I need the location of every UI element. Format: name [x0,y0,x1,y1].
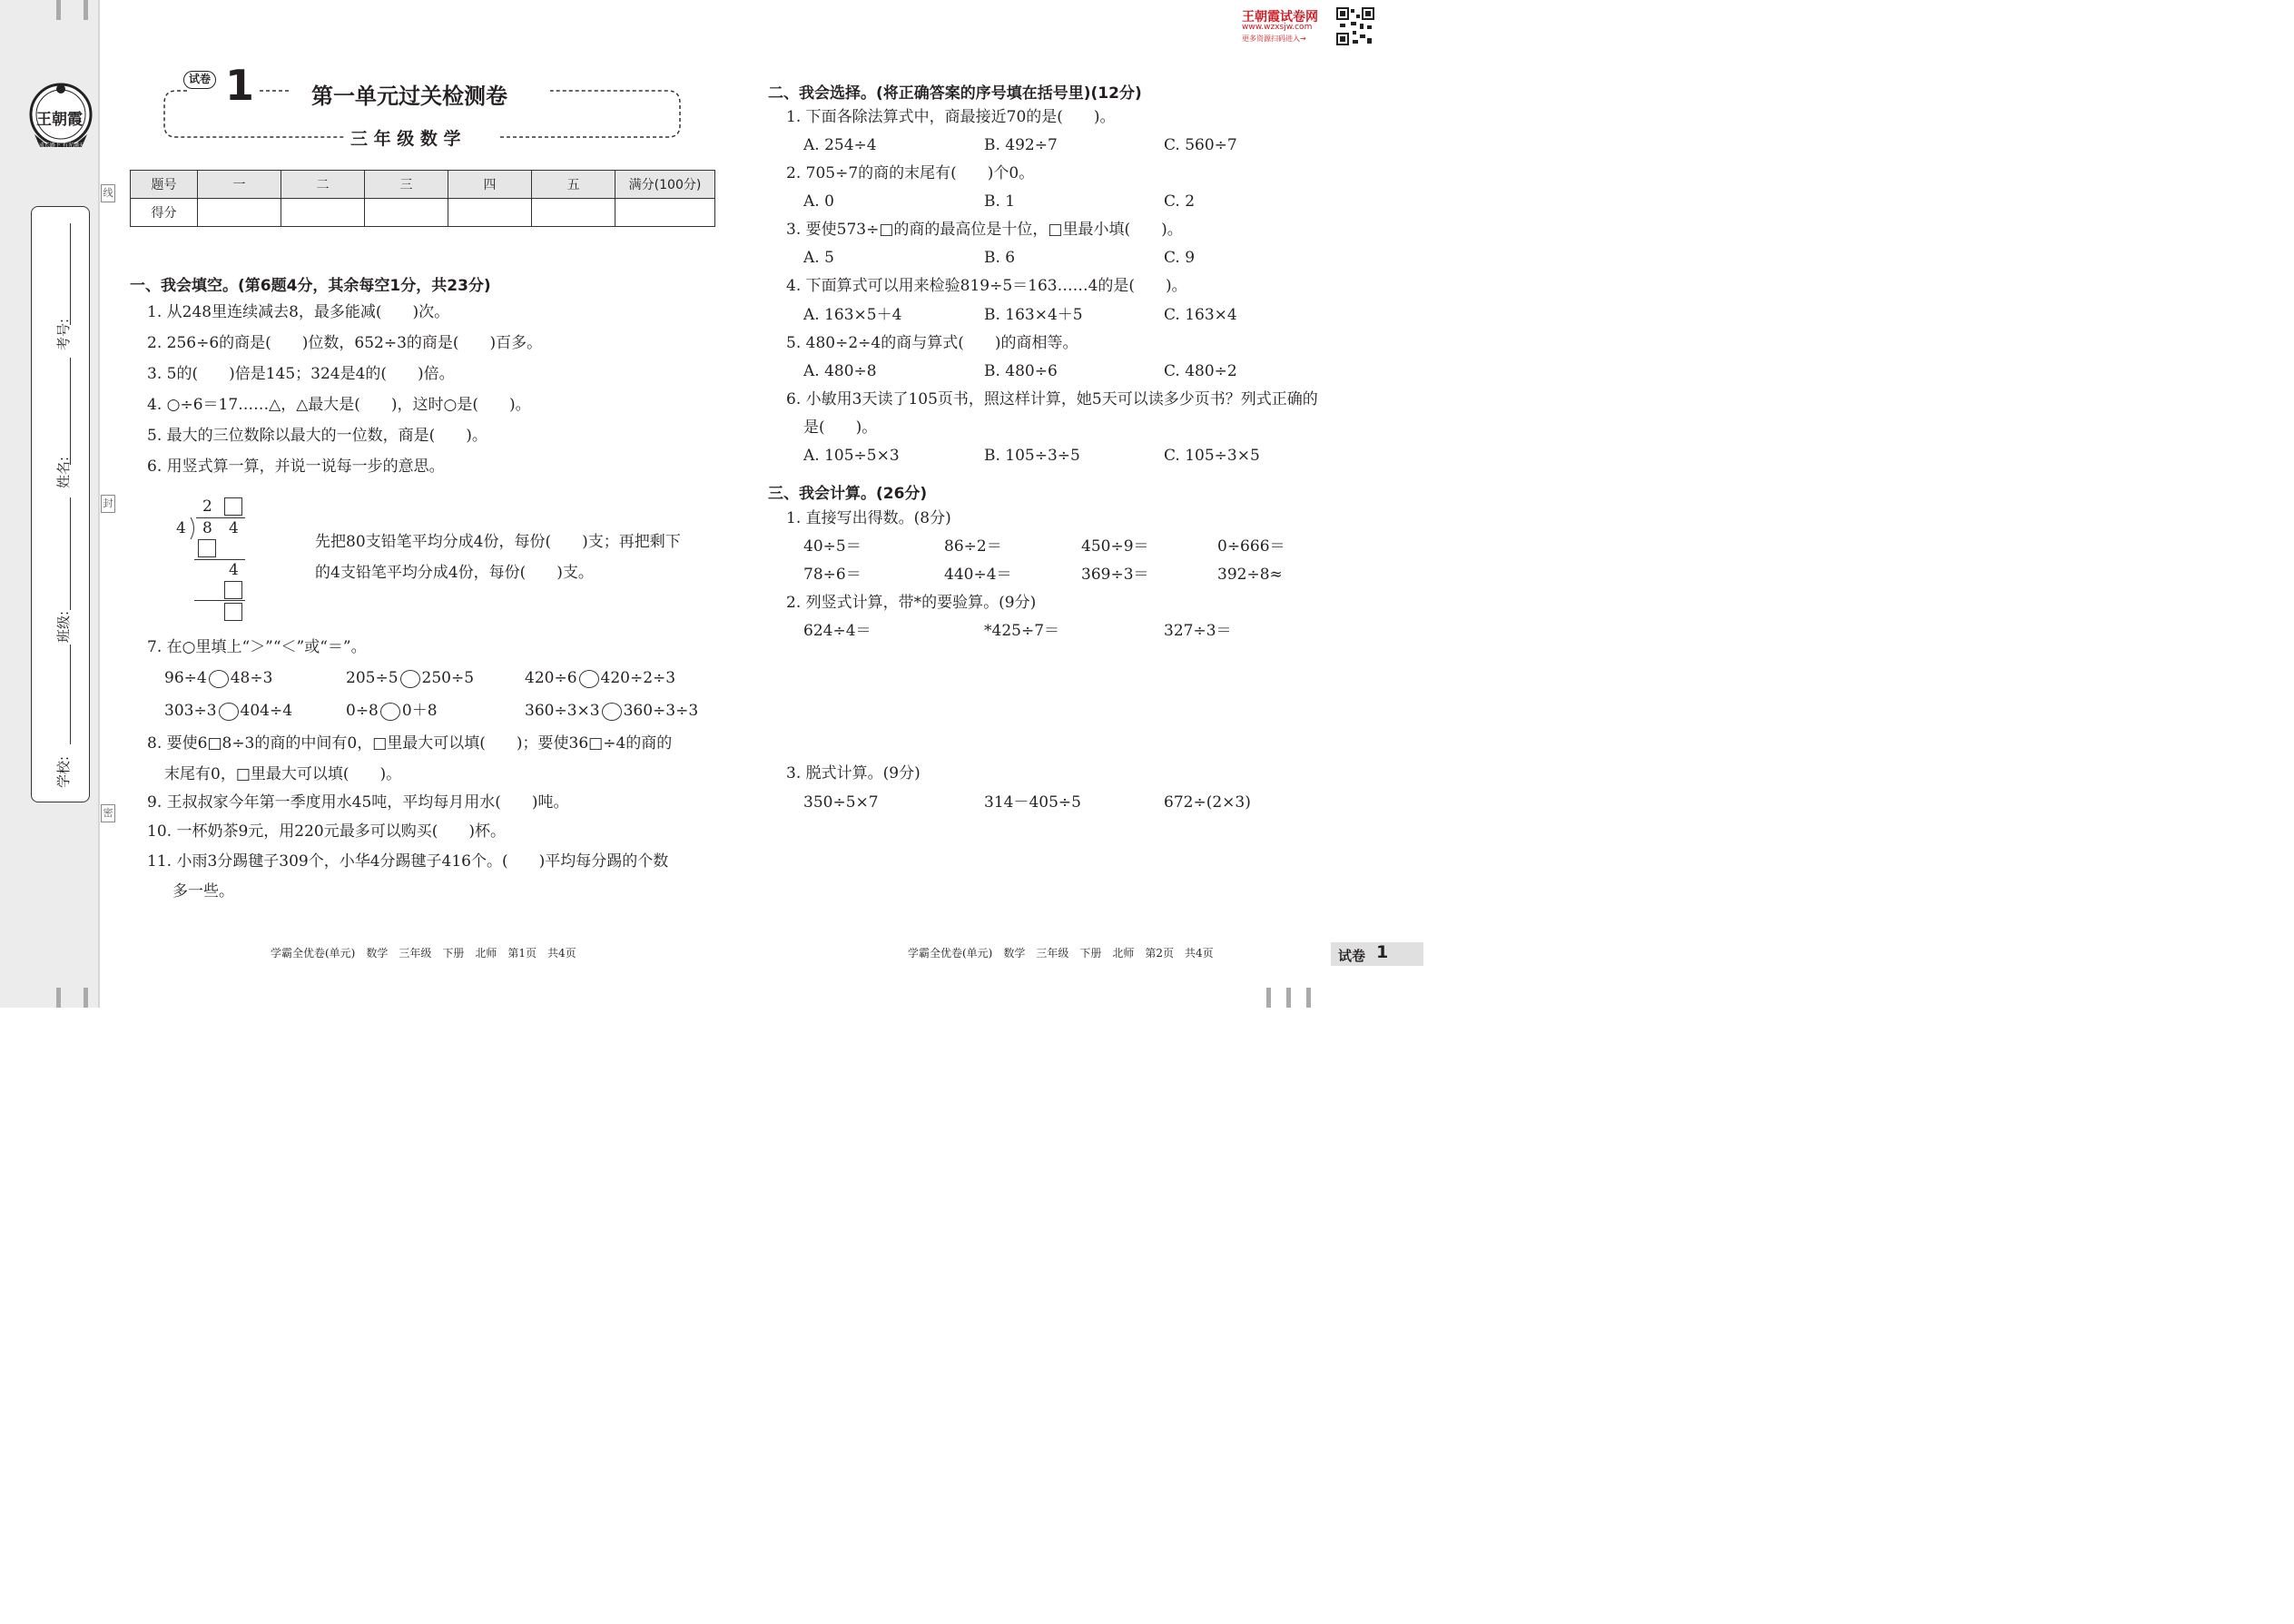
page-title: 第一单元过关检测卷 [311,84,507,109]
compare-item: 360÷3×3 360÷3÷3 [525,702,699,720]
option-b[interactable]: B. 105÷3÷5 [984,447,1080,465]
margin-tick [56,0,61,20]
section-title: 三、我会计算。(26分) [768,485,928,503]
page-tab-label: 试卷 [1338,948,1366,964]
option-a[interactable]: A. 5 [803,249,834,267]
question-text: 2. 705÷7的商的末尾有( )个0。 [786,164,1035,182]
dividend-digit: 8 [202,519,212,537]
division-bar [196,517,245,518]
oral-item: 450÷9＝ [1081,537,1149,556]
answer-box[interactable] [198,539,216,557]
compare-circle[interactable] [209,670,229,688]
class-label: 班级: [55,610,73,644]
division-rule [194,559,245,560]
step-item: 350÷5×7 [803,793,879,812]
oral-item: 78÷6＝ [803,566,861,584]
score-header: 五 [532,171,615,199]
oral-item: 440÷4＝ [944,566,1012,584]
score-cell[interactable] [198,199,281,227]
vertical-item: *425÷7＝ [984,622,1060,640]
question-text: 5. 最大的三位数除以最大的一位数，商是( )。 [147,427,487,445]
paper-badge: 试卷 [183,71,216,89]
oral-item: 40÷5＝ [803,537,861,556]
exam-no-label: 考号: [55,318,73,351]
option-b[interactable]: B. 6 [984,249,1016,267]
option-b[interactable]: B. 1 [984,192,1016,211]
compare-item: 420÷6 420÷2÷3 [525,669,676,687]
question-text: 2. 列竖式计算，带*的要验算。(9分) [786,594,1037,612]
question-text: 1. 直接写出得数。(8分) [786,509,951,527]
section-title: 一、我会填空。(第6题4分，其余每空1分，共23分) [130,277,491,295]
school-label: 学校: [55,755,73,789]
question-text: 6. 用竖式算一算，并说一说每一步的意思。 [147,458,445,476]
compare-circle[interactable] [219,703,239,721]
compare-circle[interactable] [380,703,400,721]
score-header: 一 [198,171,281,199]
option-c[interactable]: C. 2 [1164,192,1196,211]
question-text: 6. 小敏用3天读了105页书，照这样计算，她5天可以读多少页书？列式正确的 [786,390,1318,408]
oral-item: 392÷8≈ [1217,566,1283,584]
score-cell[interactable] [532,199,615,227]
score-cell[interactable] [615,199,715,227]
score-header: 满分(100分) [615,171,715,199]
question-text: 11. 小雨3分踢毽子309个，小华4分踢毽子416个。( )平均每分踢的个数 [147,852,669,871]
section-title: 二、我会选择。(将正确答案的序号填在括号里)(12分) [768,84,1142,103]
option-c[interactable]: C. 9 [1164,249,1196,267]
question-text: 3. 5的( )倍是145；324是4的( )倍。 [147,365,455,383]
option-c[interactable]: C. 480÷2 [1164,362,1237,380]
question-text: 7. 在○里填上“＞”“＜”或“＝”。 [147,638,367,656]
vertical-item: 624÷4＝ [803,622,871,640]
seal-mark: 线 [101,184,115,202]
option-a[interactable]: A. 480÷8 [803,362,877,380]
score-cell[interactable] [365,199,448,227]
option-a[interactable]: A. 105÷5×3 [803,447,900,465]
margin-tick [84,988,88,1008]
question-text: 先把80支铅笔平均分成4份，每份( )支；再把剩下 [315,533,681,551]
option-a[interactable]: A. 0 [803,192,834,211]
oral-item: 0÷666＝ [1217,537,1285,556]
question-text: 多一些。 [172,882,234,901]
compare-circle[interactable] [602,703,622,721]
question-text: 8. 要使6□8÷3的商的中间有0，□里最大可以填( )；要使36□÷4的商的 [147,734,673,753]
answer-box[interactable] [224,497,242,516]
quotient-digit: 2 [202,497,212,516]
oral-item: 86÷2＝ [944,537,1002,556]
exam-no-line [70,223,71,325]
margin-tick [1266,988,1271,1008]
name-label: 姓名: [55,456,73,489]
question-text: 4. ○÷6＝17……△，△最大是( )，这时○是( )。 [147,396,531,414]
score-cell[interactable] [448,199,532,227]
score-header: 四 [448,171,532,199]
option-c[interactable]: C. 105÷3×5 [1164,447,1260,465]
margin-tick [1306,988,1311,1008]
logo-text: 王朝霞 [36,111,83,129]
seal-mark: 密 [101,804,115,822]
question-text: 4. 下面算式可以用来检验819÷5＝163……4的是( )。 [786,277,1187,295]
question-text: 2. 256÷6的商是( )位数，652÷3的商是( )百多。 [147,334,543,352]
step-item: 314－405÷5 [984,793,1081,812]
score-table [130,170,715,227]
question-text: 1. 下面各除法算式中，商最接近70的是( )。 [786,108,1116,126]
compare-circle[interactable] [400,670,420,688]
option-c[interactable]: C. 560÷7 [1164,136,1237,154]
compare-item: 205÷5 250÷5 [346,669,475,687]
margin-tick [56,988,61,1008]
school-line [70,645,71,744]
student-info-box [31,206,90,802]
option-b[interactable]: B. 163×4＋5 [984,306,1083,324]
footer-left: 学霸全优卷(单元) 数学 三年级 下册 北师 第1页 共4页 [271,947,576,960]
step-item: 672÷(2×3) [1164,793,1251,812]
margin-tick [84,0,88,20]
score-header: 二 [281,171,365,199]
class-line [70,497,71,610]
footer-right: 学霸全优卷(单元) 数学 三年级 下册 北师 第2页 共4页 [908,947,1214,960]
compare-item: 96÷4 48÷3 [164,669,273,687]
option-c[interactable]: C. 163×4 [1164,306,1237,324]
margin-tick [1286,988,1291,1008]
option-a[interactable]: A. 163×5＋4 [803,306,902,324]
compare-item: 303÷3 404÷4 [164,702,293,720]
paper-number: 1 [225,61,255,110]
vertical-item: 327÷3＝ [1164,622,1232,640]
question-text: 5. 480÷2÷4的商与算式( )的商相等。 [786,334,1078,352]
brand-slogan: 更多资源扫码进入→ [1242,34,1306,43]
answer-box[interactable] [224,581,242,599]
brand-url: www.wzxsjw.com [1242,23,1313,32]
option-b[interactable]: B. 492÷7 [984,136,1058,154]
question-text: 1. 从248里连续减去8，最多能减( )次。 [147,303,450,321]
remainder-digit: 4 [229,561,239,579]
logo-tag: 成长路上 有光满天 [39,143,84,149]
question-text: 9. 王叔叔家今年第一季度用水45吨，平均每月用水( )吨。 [147,793,569,812]
answer-box[interactable] [224,603,242,621]
question-text: 末尾有0，□里最大可以填( )。 [164,765,402,783]
brand-name: 王朝霞试卷网 [1242,10,1318,25]
score-header: 题号 [131,171,198,199]
question-text: 是( )。 [803,418,878,437]
question-text: 的4支铅笔平均分成4份，每份( )支。 [315,564,594,582]
option-b[interactable]: B. 480÷6 [984,362,1058,380]
score-cell[interactable] [281,199,365,227]
seal-mark: 封 [101,495,115,513]
option-a[interactable]: A. 254÷4 [803,136,877,154]
question-text: 3. 要使573÷□的商的最高位是十位，□里最小填( )。 [786,221,1183,239]
score-row-label: 得分 [131,199,198,227]
oral-item: 369÷3＝ [1081,566,1149,584]
division-rule [194,600,245,601]
qr-code-icon[interactable] [1336,7,1374,45]
page-subtitle: 三 年 级 数 学 [350,129,461,149]
compare-circle[interactable] [579,670,599,688]
page-tab-number: 1 [1376,942,1389,962]
score-header: 三 [365,171,448,199]
question-text: 10. 一杯奶茶9元，用220元最多可以购买( )杯。 [147,822,506,841]
name-line [70,358,71,465]
division-bracket [189,517,198,539]
question-text: 3. 脱式计算。(9分) [786,764,921,782]
margin-rule [98,0,100,1008]
compare-item: 0÷8 0＋8 [346,702,438,720]
dividend-digit: 4 [229,519,239,537]
long-division [172,494,254,625]
divisor: 4 [176,519,186,537]
